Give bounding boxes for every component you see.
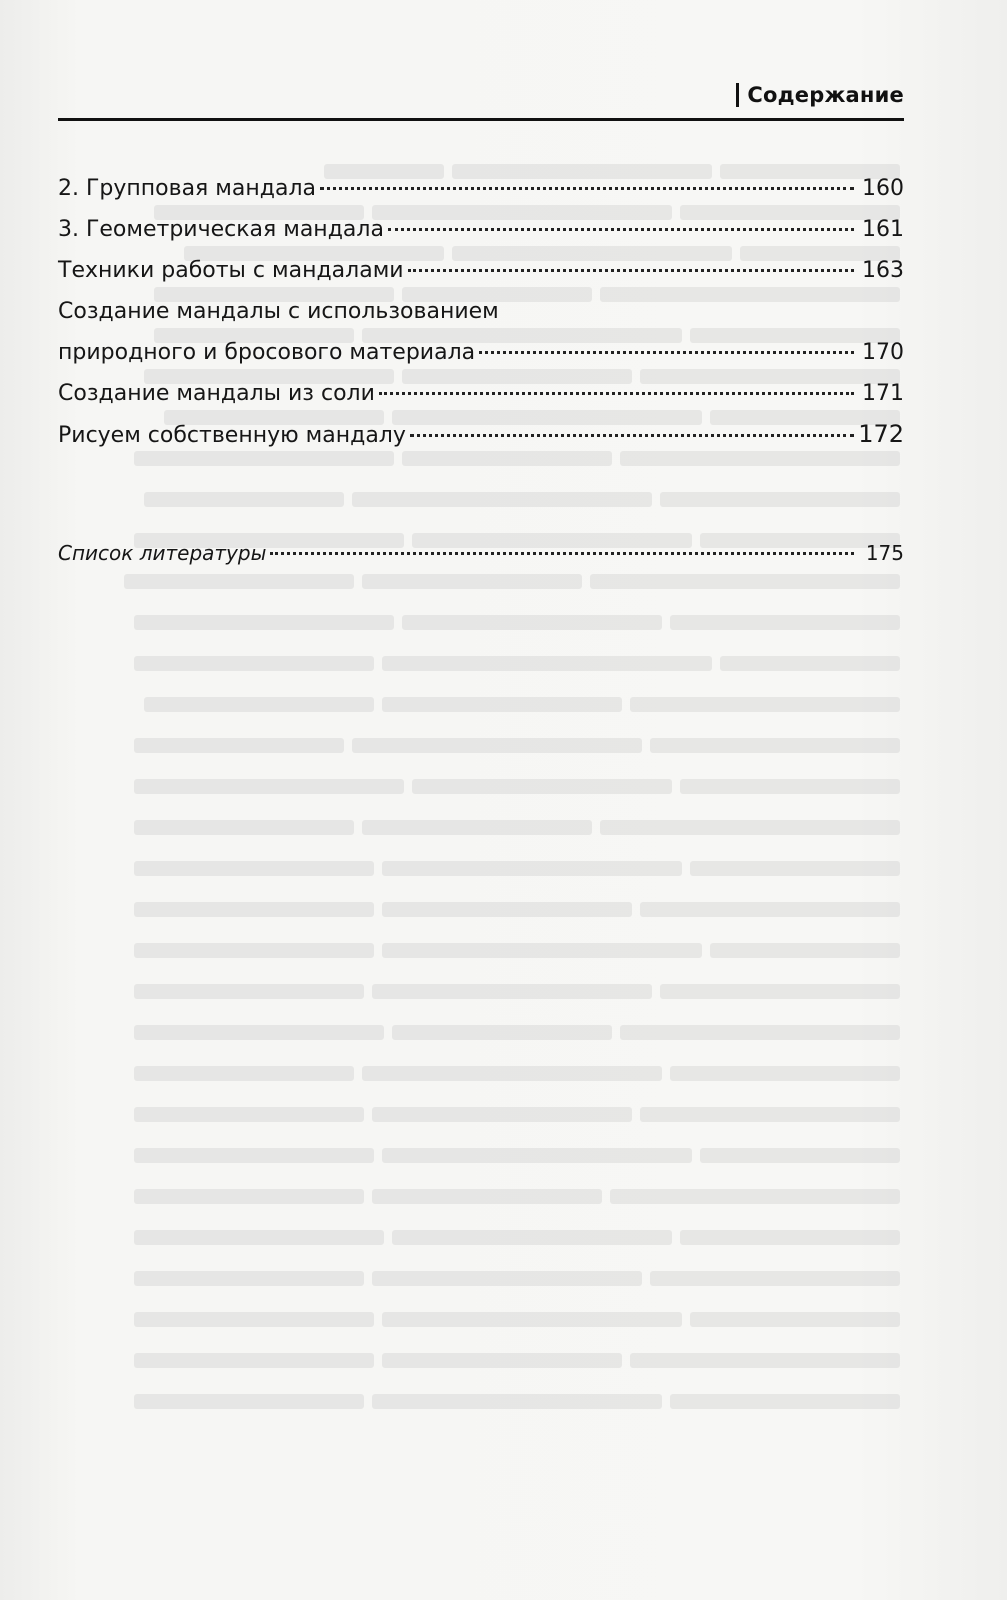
toc-entry-label: Создание мандалы из соли bbox=[58, 381, 375, 406]
header-separator bbox=[736, 83, 739, 107]
toc-entry-page: 172 bbox=[858, 420, 904, 448]
toc-entry bbox=[58, 209, 904, 250]
dot-leader bbox=[320, 187, 854, 190]
section-gap bbox=[58, 455, 904, 533]
dot-leader bbox=[479, 351, 854, 354]
toc-entry bbox=[58, 414, 904, 455]
toc-bibliography bbox=[58, 533, 904, 574]
running-head bbox=[736, 83, 904, 107]
toc-entry bbox=[58, 373, 904, 414]
toc-entry-page: 170 bbox=[862, 340, 904, 365]
dot-leader bbox=[379, 392, 854, 395]
toc-entry-label: природного и бросового материала bbox=[58, 340, 476, 365]
toc-entry-page: 163 bbox=[862, 258, 904, 283]
dot-leader bbox=[270, 552, 854, 555]
toc-entry-label: Рисуем собственную мандалу bbox=[58, 423, 406, 448]
toc-entry-second-line bbox=[58, 332, 904, 373]
bibliography-label: Список литературы bbox=[58, 541, 267, 565]
toc-entry-label: 2. Групповая мандала bbox=[58, 176, 316, 201]
toc-entry-label: 3. Геометрическая мандала bbox=[58, 217, 384, 242]
toc-entry-first-line bbox=[58, 291, 904, 332]
dot-leader bbox=[410, 434, 854, 437]
toc-entry bbox=[58, 168, 904, 209]
toc-entry-label: Создание мандалы с использованием bbox=[58, 299, 499, 324]
toc-entry-page: 161 bbox=[862, 217, 904, 242]
table-of-contents bbox=[58, 168, 904, 574]
dot-leader bbox=[388, 228, 854, 231]
toc-entry-page: 171 bbox=[862, 381, 904, 406]
bibliography-page: 175 bbox=[865, 541, 904, 565]
dot-leader bbox=[408, 269, 854, 272]
toc-entry-label: Техники работы с мандалами bbox=[58, 258, 404, 283]
toc-entry-page: 160 bbox=[862, 176, 904, 201]
toc-entry bbox=[58, 250, 904, 291]
page-title: Содержание bbox=[747, 83, 904, 107]
header-rule bbox=[58, 118, 904, 121]
